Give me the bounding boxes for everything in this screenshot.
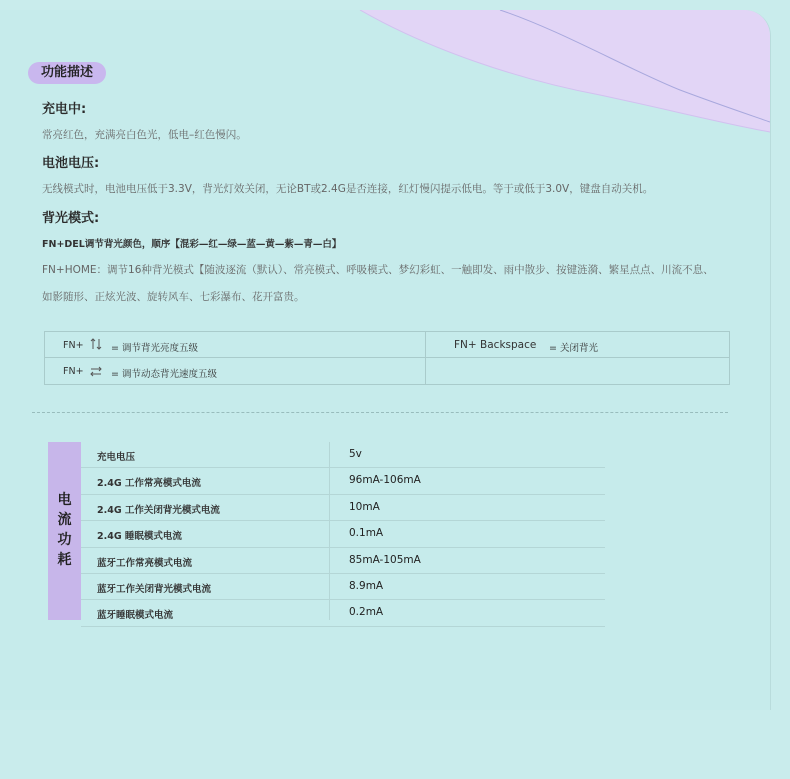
up-down-arrows-icon bbox=[90, 338, 102, 353]
fn-label: FN+ bbox=[63, 366, 84, 377]
charging-text: 常亮红色，充满亮白色光，低电–红色慢闪。 bbox=[42, 129, 247, 141]
battery-text: 无线模式时，电池电压低于3.3V，背光灯效关闭，无论BT或2.4G是否连接，红灯慢闪提示低电。等于或低于3.0V，键盘自动关机。 bbox=[42, 183, 654, 195]
key-row-brightness bbox=[45, 332, 425, 358]
row-label: 蓝牙睡眠模式电流 bbox=[97, 610, 174, 622]
row-value: 8.9mA bbox=[349, 579, 384, 592]
table-row bbox=[81, 442, 605, 468]
row-label: 2.4G 工作关闭背光模式电流 bbox=[97, 504, 220, 516]
row-value: 96mA-106mA bbox=[349, 474, 421, 487]
side-char: 功 bbox=[57, 532, 72, 548]
row-value: 0.2mA bbox=[349, 606, 384, 619]
backspace-desc: = 关闭背光 bbox=[549, 343, 598, 354]
speed-desc: = 调节动态背光速度五级 bbox=[111, 369, 217, 380]
row-label: 蓝牙工作关闭背光模式电流 bbox=[97, 583, 212, 595]
key-row-speed bbox=[45, 358, 425, 384]
table-row bbox=[81, 600, 605, 626]
charging-heading: 充电中: bbox=[42, 102, 87, 117]
battery-heading: 电池电压: bbox=[42, 156, 100, 171]
table-row bbox=[81, 468, 605, 494]
table-row bbox=[81, 574, 605, 600]
side-char: 流 bbox=[57, 512, 72, 528]
row-label: 充电电压 bbox=[97, 452, 136, 463]
power-table bbox=[81, 442, 605, 627]
content-panel bbox=[0, 10, 771, 710]
side-char: 耗 bbox=[57, 552, 72, 568]
fn-backspace-label: FN+ Backspace bbox=[454, 339, 537, 351]
table-row bbox=[81, 495, 605, 521]
row-label: 2.4G 工作常亮模式电流 bbox=[97, 478, 201, 490]
left-right-arrows-icon bbox=[90, 365, 102, 380]
decorative-wave bbox=[350, 10, 770, 150]
fn-label: FN+ bbox=[63, 340, 84, 351]
table-row bbox=[81, 521, 605, 547]
row-value: 10mA bbox=[349, 500, 380, 513]
fn-home-text-line1: FN+HOME：调节16种背光模式【随波逐流（默认）、常亮模式、呼吸模式、梦幻彩虹、一触即发、雨中散步、按键涟漪、繁星点点、川流不息、 bbox=[42, 264, 714, 276]
row-label: 蓝牙工作常亮模式电流 bbox=[97, 557, 193, 569]
key-functions-box bbox=[44, 331, 730, 385]
row-label: 2.4G 睡眠模式电流 bbox=[97, 531, 182, 543]
table-side-label bbox=[48, 442, 81, 620]
fn-del-text: FN+DEL调节背光颜色，顺序【混彩—红—绿—蓝—黄—紫—青—白】 bbox=[42, 239, 342, 250]
fn-home-text-line2: 如影随形、正炫光波、旋转风车、七彩瀑布、花开富贵。 bbox=[42, 291, 305, 303]
brightness-desc: = 调节背光亮度五级 bbox=[111, 343, 198, 354]
backlight-heading: 背光模式: bbox=[42, 211, 100, 226]
row-value: 5v bbox=[349, 448, 362, 460]
dashed-divider bbox=[32, 412, 728, 413]
table-row bbox=[81, 548, 605, 574]
row-value: 85mA-105mA bbox=[349, 553, 421, 566]
side-char: 电 bbox=[57, 492, 72, 508]
key-row-backspace bbox=[426, 332, 726, 358]
row-value: 0.1mA bbox=[349, 527, 384, 540]
section-title-badge: 功能描述 bbox=[28, 62, 106, 84]
